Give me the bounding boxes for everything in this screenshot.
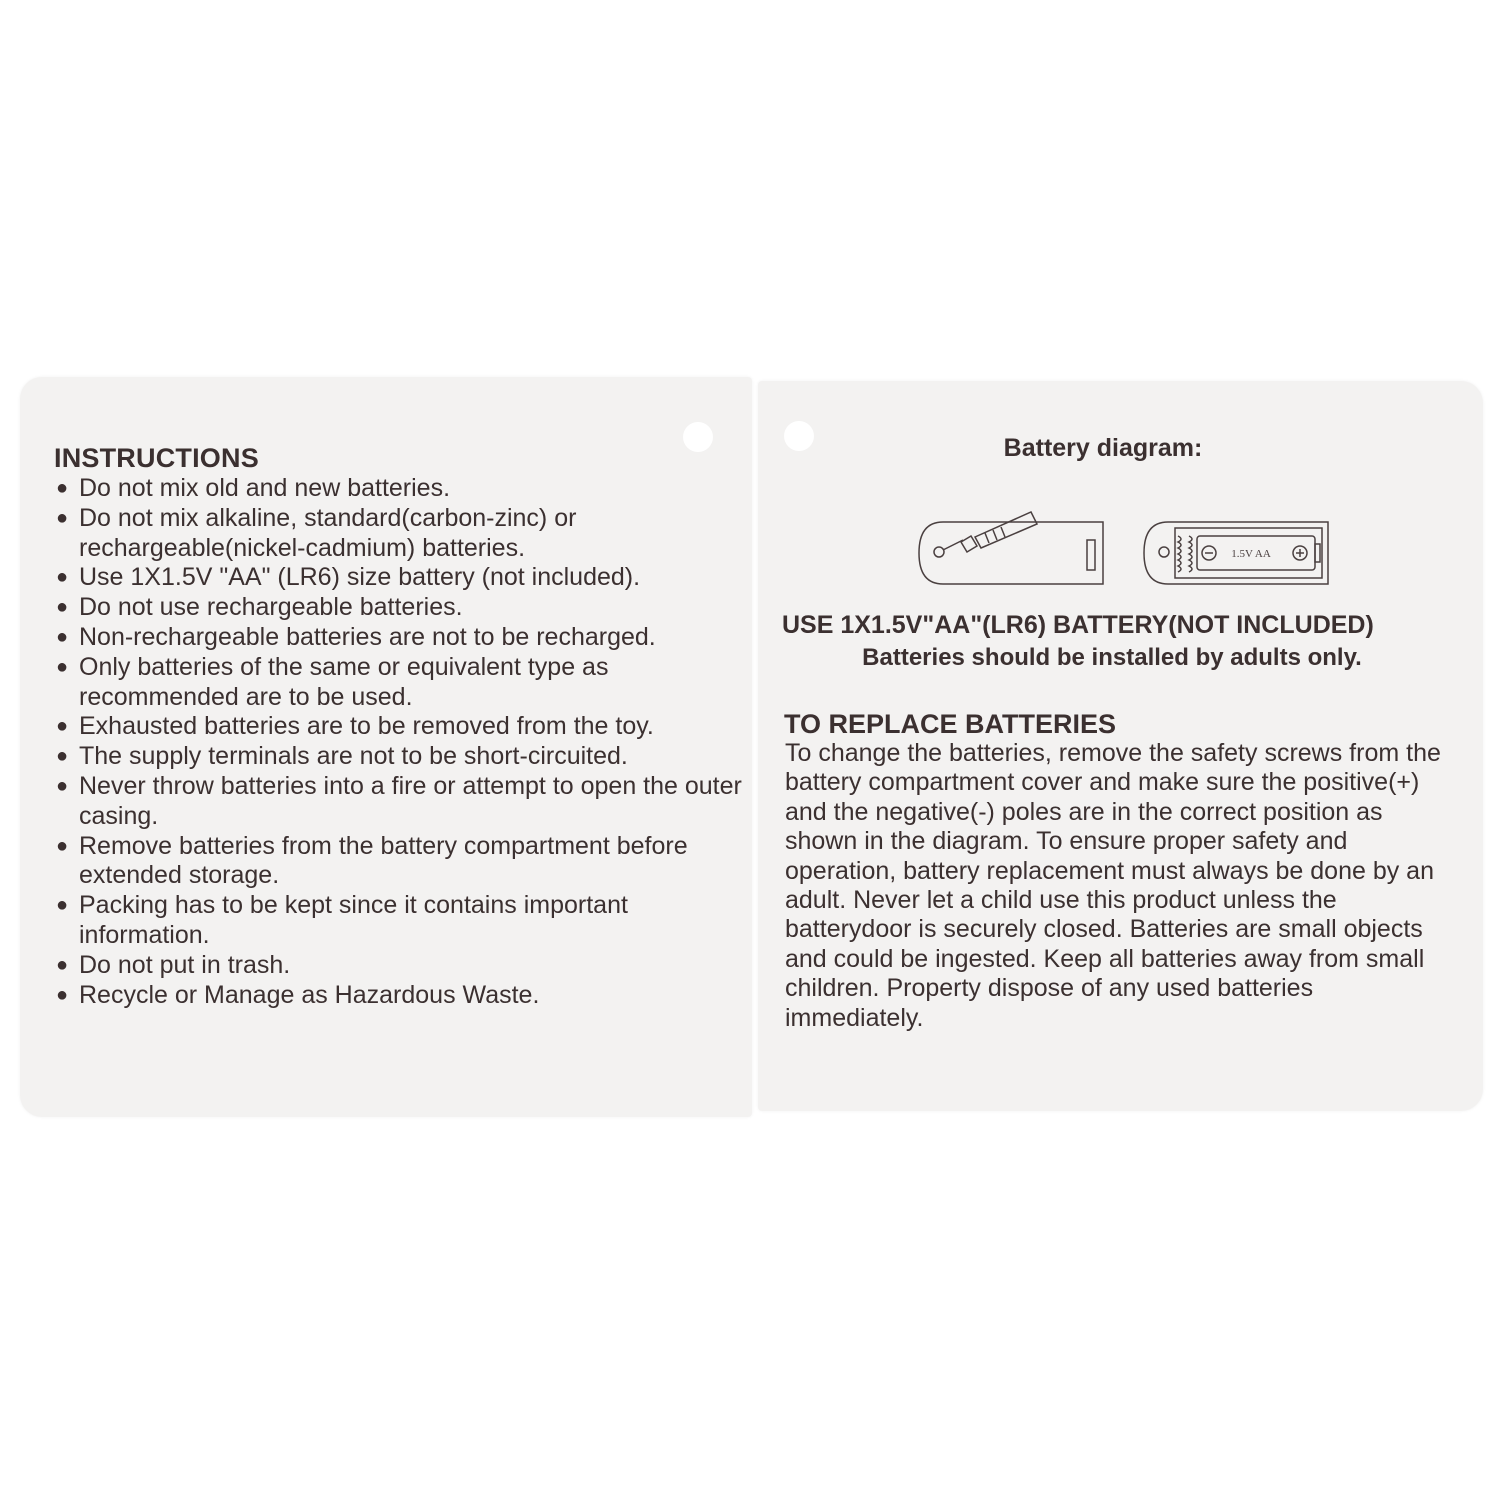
instructions-title: INSTRUCTIONS bbox=[54, 443, 259, 473]
list-item: ● Do not mix alkaline, standard(carbon-zinc) or rechargeable(nickel-cadmium) batteries. bbox=[56, 503, 577, 562]
list-item: ● Do not mix old and new batteries. bbox=[56, 474, 451, 502]
adult-install-notice: Batteries should be installed by adults only. bbox=[862, 644, 1362, 671]
list-item: ● Remove batteries from the battery compartment before extended storage. bbox=[56, 831, 688, 890]
list-item: ● Never throw batteries into a fire or attempt to open the outer casing. bbox=[56, 771, 742, 830]
diagram-title: Battery diagram: bbox=[1003, 434, 1203, 462]
bullet-icon: ● bbox=[56, 834, 69, 857]
bullet-icon: ● bbox=[56, 953, 69, 976]
bullet-icon: ● bbox=[56, 745, 69, 768]
list-item: ● Non-rechargeable batteries are not to be recharged. bbox=[56, 622, 656, 651]
list-item: ● Recycle or Manage as Hazardous Waste. bbox=[56, 980, 540, 1009]
list-item: ● Do not put in trash. bbox=[56, 950, 291, 979]
bullet-icon: ● bbox=[56, 655, 69, 678]
list-item: ● Packing has to be kept since it contains important information. bbox=[56, 891, 628, 949]
screwdriver-icon bbox=[943, 512, 1037, 552]
bullet-icon: ● bbox=[56, 894, 69, 917]
battery-type-notice: USE 1X1.5V"AA"(LR6) BATTERY(NOT INCLUDED) bbox=[782, 611, 1374, 639]
list-item: ● Exhausted batteries are to be removed from the toy. bbox=[56, 712, 654, 741]
list-item: ● Only batteries of the same or equivalent type as recommended are to be used. bbox=[56, 652, 609, 711]
instructions-list bbox=[54, 474, 754, 1010]
bullet-icon: ● bbox=[56, 477, 69, 499]
list-item: ● The supply terminals are not to be short-circuited. bbox=[56, 742, 628, 771]
screw-hole-icon bbox=[934, 547, 944, 557]
list-item: ● Do not use rechargeable batteries. bbox=[56, 593, 463, 622]
bullet-icon: ● bbox=[56, 983, 69, 1006]
bullet-icon: ● bbox=[56, 596, 69, 619]
replace-title: TO REPLACE BATTERIES bbox=[784, 709, 1117, 739]
battery-label: 1.5V AA bbox=[1231, 548, 1271, 560]
bullet-icon: ● bbox=[56, 625, 69, 648]
instructions-card bbox=[20, 377, 752, 1117]
battery-cover-closed bbox=[919, 522, 1103, 584]
hang-hole bbox=[683, 422, 713, 452]
list-item: ● Use 1X1.5V "AA" (LR6) size battery (not included). bbox=[56, 563, 641, 592]
screw-hole-icon bbox=[1159, 547, 1169, 557]
replace-text: To change the batteries, remove the safety screws from the battery compartment cover and make sure the positive(+) and the negative(-) poles are in the correct position as shown in the diagram. To ensure proper safety and operation, battery replacement must always be done by an adult. Never let a child use this product unless the batterydoor is securely closed. Batteries are small objects and could be ingested. Keep all batteries away from small children. Property dispose of any used batteries immediately. bbox=[785, 739, 1441, 1032]
bullet-icon: ● bbox=[56, 774, 69, 797]
battery-card bbox=[758, 381, 1483, 1111]
bullet-icon: ● bbox=[56, 715, 69, 738]
bullet-icon: ● bbox=[56, 566, 69, 589]
battery-diagram bbox=[913, 506, 1333, 592]
bullet-icon: ● bbox=[56, 506, 69, 529]
